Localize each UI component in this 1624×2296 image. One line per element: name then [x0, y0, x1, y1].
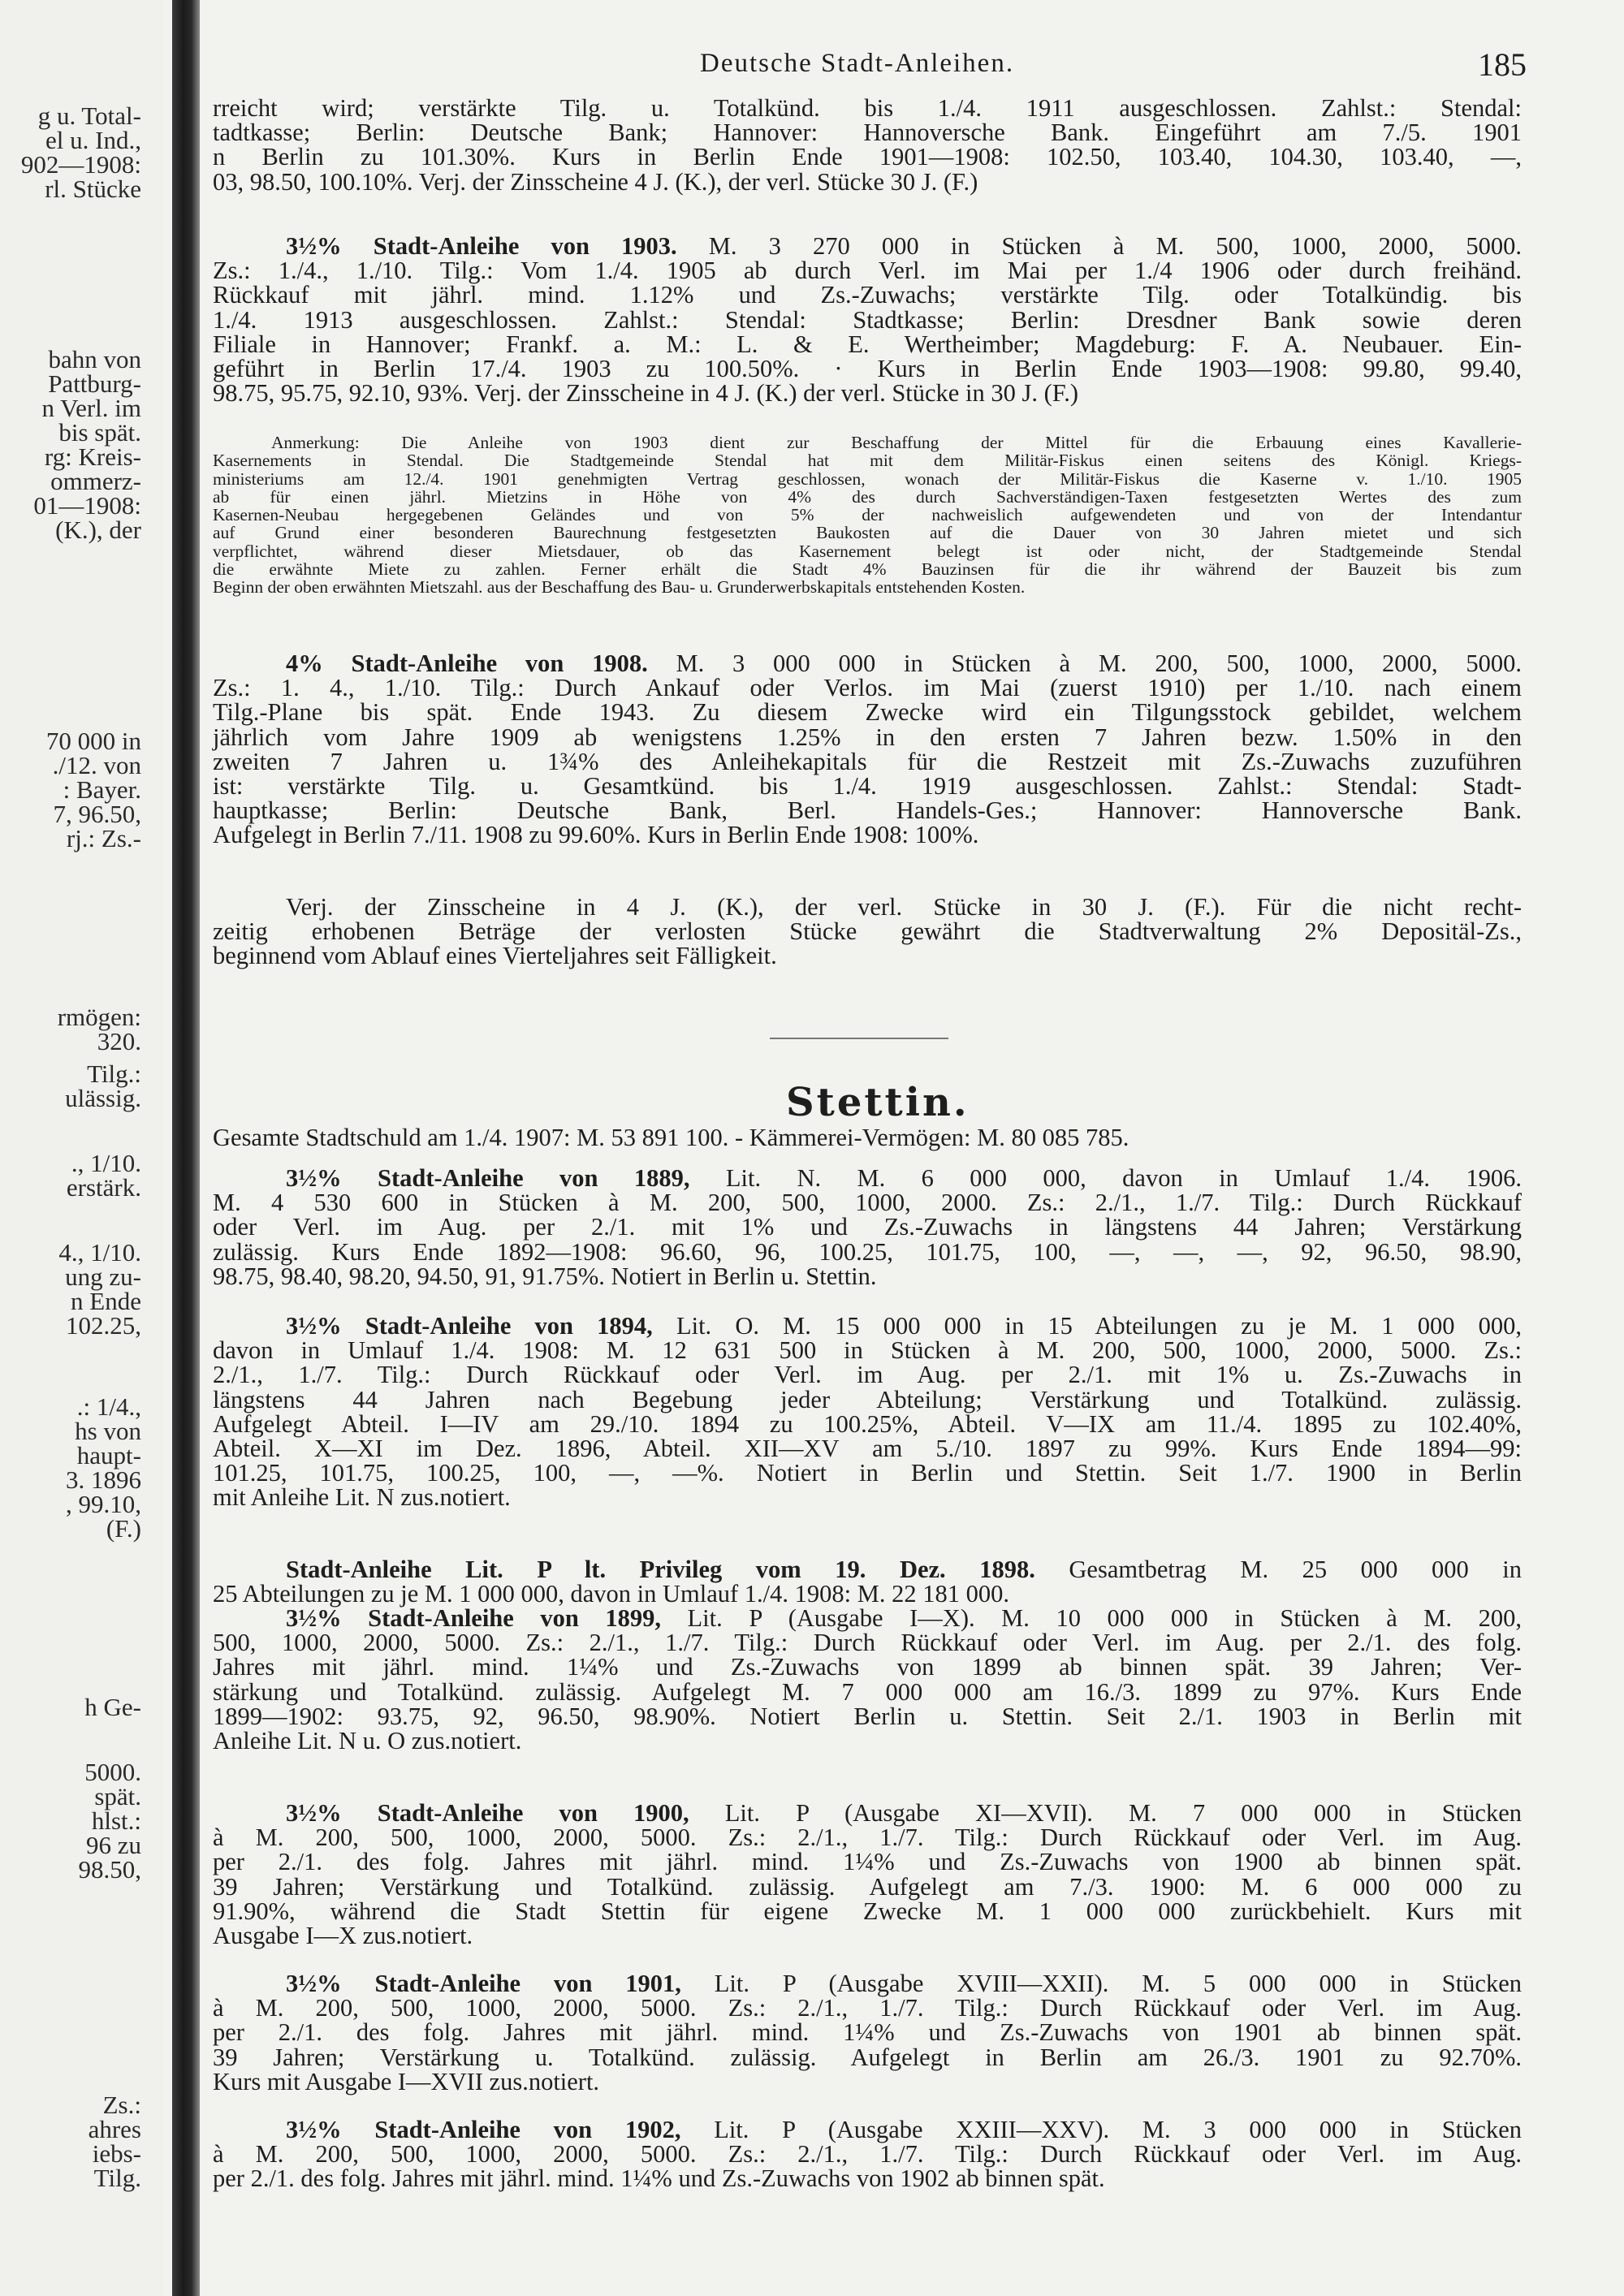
left-margin-line: ulässig. — [65, 1084, 141, 1112]
left-margin-line: n Verl. im — [41, 394, 141, 422]
text-line: oder Verl. im Aug. per 2./1. mit 1% und Zs.-Zuwachs in längstens 44 Jahren; Verstärkung — [213, 1213, 1522, 1241]
text-line: 39 Jahren; Verstärkung und Totalkünd. zulässig. Aufgelegt am 7./3. 1900: M. 6 000 000 zu — [213, 1872, 1522, 1901]
left-margin-line: rl. Stücke — [45, 175, 141, 203]
text-line: zulässig. Kurs Ende 1892—1908: 96.60, 96, 100.25, 101.75, 100, —, —, —, 92, 96.50, 98.90, — [213, 1237, 1522, 1266]
text-line: 3½% Stadt-Anleihe von 1899, Lit. P (Ausgabe I—X). M. 10 000 000 in Stücken à M. 200, — [286, 1604, 1522, 1632]
section-divider — [770, 1038, 948, 1039]
left-margin-line: 01—1908: — [33, 491, 141, 520]
loan-heading: 3½% Stadt-Anleihe von 1899, — [286, 1604, 661, 1632]
text-line: Beginn der oben erwähnten Mietszahl. aus der Beschaffung des Bau- u. Grunderwerbskapitals entstehenden Kosten. — [213, 577, 1026, 598]
text-paragraph — [213, 1125, 1522, 1150]
left-margin-line: ung zu- — [65, 1262, 141, 1291]
left-margin-line: 902—1908: — [20, 150, 141, 179]
text-line: ministeriums am 12./4. 1901 genehmigten Vertrag geschlossen, wonach der Militär-Fiskus die Kaserne v. 1./10. 1905 — [213, 468, 1522, 489]
loan-heading: 3½% Stadt-Anleihe von 1902, — [286, 2116, 681, 2143]
annotation-note — [213, 434, 1522, 597]
text-line: hauptkasse; Berlin: Deutsche Bank, Berl. Handels-Ges.; Hannover: Hannoversche Bank. — [213, 796, 1522, 825]
loan-heading: 4% Stadt-Anleihe von 1908. — [286, 650, 648, 677]
left-margin-line: el u. Ind., — [45, 126, 141, 154]
loan-heading: 3½% Stadt-Anleihe von 1900, — [286, 1799, 689, 1827]
text-line: geführt in Berlin 17./4. 1903 zu 100.50%. · Kurs in Berlin Ende 1903—1908: 99.80, 99.40, — [213, 354, 1522, 382]
book-binding-shadow — [172, 0, 200, 2296]
text-paragraph — [213, 232, 1522, 408]
text-line: 3½% Stadt-Anleihe von 1902, Lit. P (Ausgabe XXIII—XXV). M. 3 000 000 in Stücken — [286, 2116, 1522, 2143]
text-line: Zs.: 1./4., 1./10. Tilg.: Vom 1./4. 1905 ab durch Verl. im Mai per 1./4 1906 oder durch freihänd. — [213, 257, 1522, 285]
text-line: längstens 44 Jahren nach Begebung jeder Abteilung; Verstärkung und Totalkünd. zulässig. — [213, 1385, 1522, 1413]
left-margin-line: hlst.: — [91, 1806, 141, 1835]
text-line: zweiten 7 Jahren u. 1¾% des Anleihekapitals für die Restzeit mit Zs.-Zuwachs zuzuführen — [213, 747, 1522, 775]
left-margin-line: (K.), der — [55, 516, 141, 544]
text-paragraph — [213, 1606, 1522, 1753]
text-line: Abteil. X—XI im Dez. 1896, Abteil. XII—XV am 5./10. 1897 zu 99%. Kurs Ende 1894—99: — [213, 1434, 1522, 1462]
left-margin-line: hs von — [75, 1417, 141, 1445]
text-line: Gesamte Stadtschuld am 1./4. 1907: M. 53 891 100. - Kämmerei-Vermögen: M. 80 085 785. — [213, 1124, 1129, 1151]
left-margin-line: 3. 1896 — [66, 1465, 141, 1494]
left-margin-line: ., 1/10. — [71, 1149, 141, 1177]
left-margin-line: bahn von — [48, 345, 141, 373]
left-margin-line: rj.: Zs.- — [66, 824, 141, 852]
text-line: Stadt-Anleihe Lit. P lt. Privileg vom 19. Dez. 1898. Gesamtbetrag M. 25 000 000 in — [286, 1556, 1522, 1583]
text-line: 39 Jahren; Verstärkung u. Totalkünd. zulässig. Aufgelegt in Berlin am 26./3. 1901 zu 92.70%. — [213, 2043, 1522, 2071]
left-margin-line: (F.) — [106, 1514, 141, 1543]
text-line: mit Anleihe Lit. N zus.notiert. — [213, 1483, 511, 1512]
text-line: 03, 98.50, 100.10%. Verj. der Zinsscheine 4 J. (K.), der verl. Stücke 30 J. (F.) — [213, 167, 978, 196]
text-line: Kurs mit Ausgabe I—XVII zus.notiert. — [213, 2067, 600, 2095]
text-line: 2./1., 1./7. Tilg.: Durch Rückkauf oder Verl. im Aug. per 2./1. mit 1% u. Zs.-Zuwachs in — [213, 1361, 1522, 1389]
left-margin-line: 102.25, — [66, 1311, 141, 1340]
text-line: Aufgelegt Abteil. I—IV am 29./10. 1894 zu 100.25%, Abteil. V—IX am 11./4. 1895 zu 102.40%, — [213, 1409, 1522, 1438]
left-facing-page-fragment — [0, 0, 162, 2296]
text-paragraph — [213, 651, 1522, 848]
loan-heading: 3½% Stadt-Anleihe von 1889, — [286, 1164, 690, 1192]
text-line: Jahres mit jährl. mind. 1¼% und Zs.-Zuwachs von 1899 ab binnen spät. 39 Jahren; Ver- — [213, 1653, 1522, 1681]
text-line: 3½% Stadt-Anleihe von 1901, Lit. P (Ausgabe XVIII—XXII). M. 5 000 000 in Stücken — [286, 1970, 1522, 1997]
left-margin-line: 4., 1/10. — [58, 1238, 141, 1267]
text-line: Kasernements in Stendal. Die Stadtgemeinde Stendal hat mit dem Militär-Fiskus einen seitens des Königl. Kriegs- — [213, 451, 1522, 471]
left-margin-line: Pattburg- — [48, 369, 141, 398]
text-line: 3½% Stadt-Anleihe von 1889, Lit. N. M. 6 000 000, davon in Umlauf 1./4. 1906. — [286, 1164, 1522, 1192]
text-line: tadtkasse; Berlin: Deutsche Bank; Hannover: Hannoversche Bank. Eingeführt am 7./5. 1901 — [213, 119, 1522, 147]
left-margin-line: haupt- — [76, 1441, 141, 1470]
text-line: Zs.: 1. 4., 1./10. Tilg.: Durch Ankauf oder Verlos. im Mai (zuerst 1910) per 1./10. nach einem — [213, 674, 1522, 702]
text-line: Tilg.-Plane bis spät. Ende 1943. Zu diesem Zwecke wird ein Tilgungsstock gebildet, welchem — [213, 698, 1522, 727]
text-line: 3½% Stadt-Anleihe von 1900, Lit. P (Ausgabe XI—XVII). M. 7 000 000 in Stücken — [286, 1799, 1522, 1827]
page-number: 185 — [1478, 46, 1527, 83]
text-line: 25 Abteilungen zu je M. 1 000 000, davon in Umlauf 1./4. 1908: M. 22 181 000. — [213, 1580, 1010, 1608]
text-line: verpflichtet, während dieser Mietsdauer, ob das Kasernement belegt ist oder nicht, der Stadtgemeinde Stendal — [213, 541, 1522, 561]
left-margin-line: Zs.: — [102, 2091, 141, 2119]
left-margin-line: 5000. — [84, 1758, 141, 1786]
text-paragraph — [213, 1166, 1522, 1288]
text-line: 98.75, 95.75, 92.10, 93%. Verj. der Zinsscheine in 4 J. (K.) der verl. Stücke in 30 J. (F.) — [213, 379, 1079, 408]
left-margin-line: g u. Total- — [37, 101, 141, 130]
document-page — [213, 0, 1527, 2296]
text-line: 3½% Stadt-Anleihe von 1903. M. 3 270 000 in Stücken à M. 500, 1000, 2000, 5000. — [286, 232, 1522, 260]
text-line: beginnend vom Ablauf eines Vierteljahres seit Fälligkeit. — [213, 942, 777, 970]
left-margin-line: .: 1/4., — [76, 1392, 141, 1421]
text-paragraph — [213, 1801, 1522, 1948]
text-line: per 2./1. des folg. Jahres mit jährl. mind. 1¼% und Zs.-Zuwachs von 1900 ab binnen spät. — [213, 1848, 1522, 1876]
text-paragraph — [213, 1557, 1522, 1606]
text-line: 98.75, 98.40, 98.20, 94.50, 91, 91.75%. Notiert in Berlin u. Stettin. — [213, 1262, 877, 1290]
text-line: davon in Umlauf 1./4. 1908: M. 12 631 500 in Stücken à M. 200, 500, 1000, 2000, 5000. Zs.: — [213, 1336, 1522, 1365]
left-margin-line: 70 000 in — [45, 727, 141, 755]
text-line: M. 4 530 600 in Stücken à M. 200, 500, 1000, 2000. Zs.: 2./1., 1./7. Tilg.: Durch Rückkauf — [213, 1189, 1522, 1217]
left-margin-line: 7, 96.50, — [53, 800, 141, 828]
text-line: Aufgelegt in Berlin 7./11. 1908 zu 99.60%. Kurs in Berlin Ende 1908: 100%. — [213, 821, 979, 849]
section-title: Stettin. — [786, 1080, 970, 1125]
text-line: per 2./1. des folg. Jahres mit jährl. mind. 1¼% und Zs.-Zuwachs von 1902 ab binnen spät. — [213, 2164, 1105, 2193]
text-line: 1./4. 1913 ausgeschlossen. Zahlst.: Stendal: Stadtkasse; Berlin: Dresdner Bank sowie deren — [213, 305, 1522, 334]
text-line: 101.25, 101.75, 100.25, 100, —, —%. Notiert in Berlin und Stettin. Seit 1./7. 1900 in Berlin — [213, 1459, 1522, 1487]
text-line: 1899—1902: 93.75, 92, 96.50, 98.90%. Notiert Berlin u. Stettin. Seit 2./1. 1903 in Berlin mit — [213, 1702, 1522, 1730]
text-line: 91.90%, während die Stadt Stettin für eigene Zwecke M. 1 000 000 zurückbehielt. Kurs mit — [213, 1897, 1522, 1925]
left-margin-line: : Bayer. — [63, 775, 141, 804]
text-line: Verj. der Zinsscheine in 4 J. (K.), der verl. Stücke in 30 J. (F.). Für die nicht recht- — [286, 893, 1522, 921]
left-margin-line: iebs- — [92, 2139, 141, 2168]
left-margin-line: h Ge- — [84, 1693, 141, 1721]
text-line: die erwähnte Miete zu zahlen. Ferner erhält die Stadt 4% Bauzinsen für die ihr während der Bauzeit bis zum — [213, 559, 1522, 580]
text-paragraph — [213, 1314, 1522, 1510]
text-line: zeitig erhobenen Beträge der verlosten Stücke gewährt die Stadtverwaltung 2% Depositäl-Zs., — [213, 917, 1522, 946]
loan-heading: 3½% Stadt-Anleihe von 1901, — [286, 1970, 681, 1997]
loan-heading: 3½% Stadt-Anleihe von 1894, — [286, 1312, 653, 1340]
left-margin-line: Tilg.: — [87, 1060, 141, 1088]
text-line: ist: verstärkte Tilg. u. Gesamtkünd. bis 1./4. 1919 ausgeschlossen. Zahlst.: Stendal: Stadt- — [213, 771, 1522, 800]
text-line: à M. 200, 500, 1000, 2000, 5000. Zs.: 2./1., 1./7. Tilg.: Durch Rückkauf oder Verl. im Aug. — [213, 1994, 1522, 2022]
text-line: à M. 200, 500, 1000, 2000, 5000. Zs.: 2./1., 1./7. Tilg.: Durch Rückkauf oder Verl. im Aug. — [213, 1823, 1522, 1852]
text-line: Anleihe Lit. N u. O zus.notiert. — [213, 1726, 522, 1754]
left-margin-line: bis spät. — [58, 418, 141, 447]
left-margin-line: Tilg. — [93, 2164, 141, 2192]
loan-heading: Stadt-Anleihe Lit. P lt. Privileg vom 19. Dez. 1898. — [286, 1556, 1035, 1583]
left-margin-line: spät. — [94, 1782, 141, 1810]
text-line: per 2./1. des folg. Jahres mit jährl. mind. 1¼% und Zs.-Zuwachs von 1901 ab binnen spät. — [213, 2018, 1522, 2047]
left-margin-line: n Ende — [71, 1287, 141, 1315]
text-line: Filiale in Hannover; Frankf. a. M.: L. & E. Wertheimber; Magdeburg: F. A. Neubauer. Ein- — [213, 330, 1522, 358]
left-margin-line: ommerz- — [50, 467, 141, 495]
text-paragraph — [213, 895, 1522, 969]
text-line: 4% Stadt-Anleihe von 1908. M. 3 000 000 in Stücken à M. 200, 500, 1000, 2000, 5000. — [286, 650, 1522, 677]
left-margin-line: rg: Kreis- — [44, 442, 141, 471]
left-margin-line: ahres — [88, 2115, 141, 2143]
text-line: 500, 1000, 2000, 5000. Zs.: 2./1., 1./7. Tilg.: Durch Rückkauf oder Verl. im Aug. per 2./1. des folg. — [213, 1629, 1522, 1657]
text-paragraph — [213, 2117, 1522, 2191]
text-line: Rückkauf mit jährl. mind. 1.12% und Zs.-Zuwachs; verstärkte Tilg. oder Totalkündig. bis — [213, 281, 1522, 309]
text-paragraph — [213, 96, 1522, 194]
text-line: n Berlin zu 101.30%. Kurs in Berlin Ende 1901—1908: 102.50, 103.40, 104.30, 103.40, —, — [213, 143, 1522, 171]
left-margin-line: rmögen: — [57, 1003, 141, 1031]
left-margin-line: 98.50, — [78, 1855, 141, 1884]
left-margin-line: erstärk. — [66, 1173, 141, 1202]
text-line: Kasernen-Neubau hergegebenen Geländes und von 5% der nachweislich aufgewendeten und von der Intendantur — [213, 505, 1522, 525]
text-line: Ausgabe I—X zus.notiert. — [213, 1921, 473, 1949]
loan-heading: 3½% Stadt-Anleihe von 1903. — [286, 232, 677, 260]
left-margin-line: , 99.10, — [66, 1490, 141, 1518]
text-line: Anmerkung: Die Anleihe von 1903 dient zur Beschaffung der Mittel für die Erbauung eines Kavallerie- — [271, 433, 1522, 452]
text-line: auf Grund einer besonderen Baurechnung festgesetzten Baukosten auf die Dauer von 30 Jahren mietet und sich — [213, 523, 1522, 543]
text-line: stärkung und Totalkünd. zulässig. Aufgelegt M. 7 000 000 am 16./3. 1899 zu 97%. Kurs Ende — [213, 1677, 1522, 1706]
left-margin-line: 320. — [97, 1027, 141, 1055]
running-header: Deutsche Stadt-Anleihen. — [700, 49, 1015, 78]
text-paragraph — [213, 1971, 1522, 2094]
text-line: à M. 200, 500, 1000, 2000, 5000. Zs.: 2./1., 1./7. Tilg.: Durch Rückkauf oder Verl. im Aug. — [213, 2140, 1522, 2169]
text-line: rreicht wird; verstärkte Tilg. u. Totalkünd. bis 1./4. 1911 ausgeschlossen. Zahlst.: Stendal: — [213, 94, 1522, 122]
left-margin-line: ./12. von — [52, 751, 141, 779]
text-line: 3½% Stadt-Anleihe von 1894, Lit. O. M. 15 000 000 in 15 Abteilungen zu je M. 1 000 000, — [286, 1312, 1522, 1340]
text-line: ab für einen jährl. Mietzins in Höhe von 4% des durch Sachverständigen-Taxen festgesetzten Wertes des zum — [213, 486, 1522, 507]
left-margin-line: 96 zu — [85, 1831, 141, 1859]
text-line: jährlich vom Jahre 1909 ab wenigstens 1.25% in den ersten 7 Jahren bezw. 1.50% in den — [213, 723, 1522, 751]
